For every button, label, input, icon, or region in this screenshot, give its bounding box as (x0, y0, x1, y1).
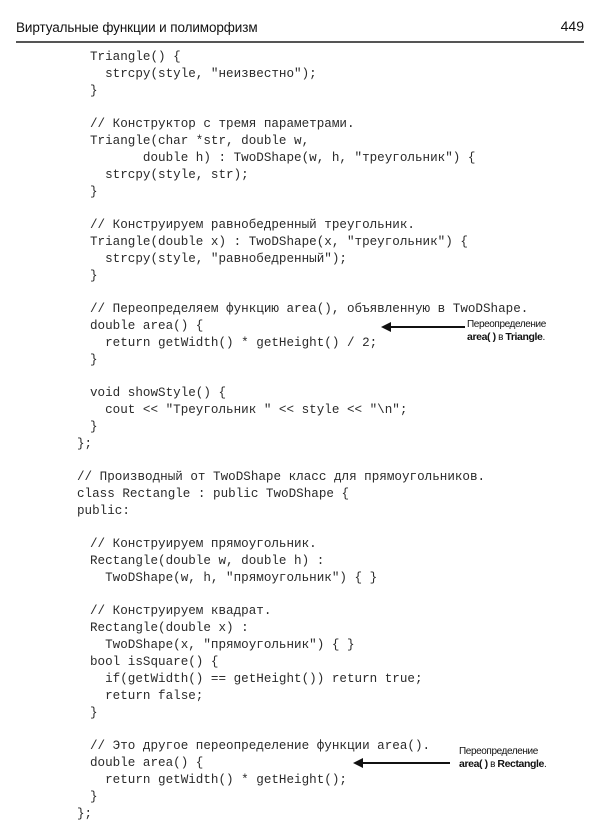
code-line: } (90, 420, 98, 434)
code-line: } (90, 185, 98, 199)
chapter-title: Виртуальные функции и полиморфизм (16, 20, 258, 35)
annotation-line1: Переопределение (459, 746, 538, 757)
code-line: return false; (90, 689, 204, 703)
code-line: // Конструируем прямоугольник. (90, 537, 317, 551)
code-line: Triangle() { (90, 50, 181, 64)
code-line: } (90, 790, 98, 804)
annotation-line2: area( ) в Rectangle. (459, 758, 547, 770)
code-line: double area() { (90, 756, 204, 770)
page-number: 449 (560, 18, 584, 34)
code-line: // Переопределяем функцию area(), объявленную в TwoDShape. (90, 302, 529, 316)
arrow-left-icon (362, 762, 450, 764)
code-line: } (90, 706, 98, 720)
code-line: Triangle(char *str, double w, (90, 134, 310, 148)
annotation-line2: area( ) в Triangle. (467, 331, 545, 343)
code-line: if(getWidth() == getHeight()) return true; (90, 672, 423, 686)
code-line: strcpy(style, str); (90, 168, 249, 182)
code-line: // Конструируем равнобедренный треугольник. (90, 218, 415, 232)
code-line: Rectangle(double w, double h) : (90, 554, 325, 568)
code-line: strcpy(style, "неизвестно"); (90, 67, 317, 81)
code-line: TwoDShape(x, "прямоугольник") { } (90, 638, 355, 652)
running-header (16, 18, 588, 40)
annotation-rectangle-area (459, 745, 546, 771)
code-line: } (90, 353, 98, 367)
annotation-triangle-area (467, 318, 546, 344)
code-line: // Конструктор с тремя параметрами. (90, 117, 355, 131)
code-line: double h) : TwoDShape(w, h, "треугольник") { (90, 151, 476, 165)
code-line: return getWidth() * getHeight(); (90, 773, 347, 787)
arrow-left-icon (390, 326, 465, 328)
code-line: // Производный от TwoDShape класс для прямоугольников. (77, 470, 486, 484)
code-line: TwoDShape(w, h, "прямоугольник") { } (90, 571, 378, 585)
code-line: public: (77, 504, 130, 518)
code-line: // Это другое переопределение функции area(). (90, 739, 431, 753)
code-line: class Rectangle : public TwoDShape { (77, 487, 350, 501)
code-line: strcpy(style, "равнобедренный"); (90, 252, 347, 266)
code-line: return getWidth() * getHeight() / 2; (90, 336, 378, 350)
code-line: // Конструируем квадрат. (90, 604, 272, 618)
code-line: bool isSquare() { (90, 655, 219, 669)
code-line: Rectangle(double x) : (90, 621, 249, 635)
annotation-line1: Переопределение (467, 319, 546, 330)
header-rule (16, 41, 584, 43)
code-line: }; (77, 437, 93, 451)
code-line: }; (77, 807, 93, 821)
code-line: Triangle(double x) : TwoDShape(x, "треугольник") { (90, 235, 468, 249)
code-line: } (90, 269, 98, 283)
code-line: void showStyle() { (90, 386, 227, 400)
code-line: double area() { (90, 319, 204, 333)
code-line: cout << "Треугольник " << style << "\n"; (90, 403, 408, 417)
code-line: } (90, 84, 98, 98)
